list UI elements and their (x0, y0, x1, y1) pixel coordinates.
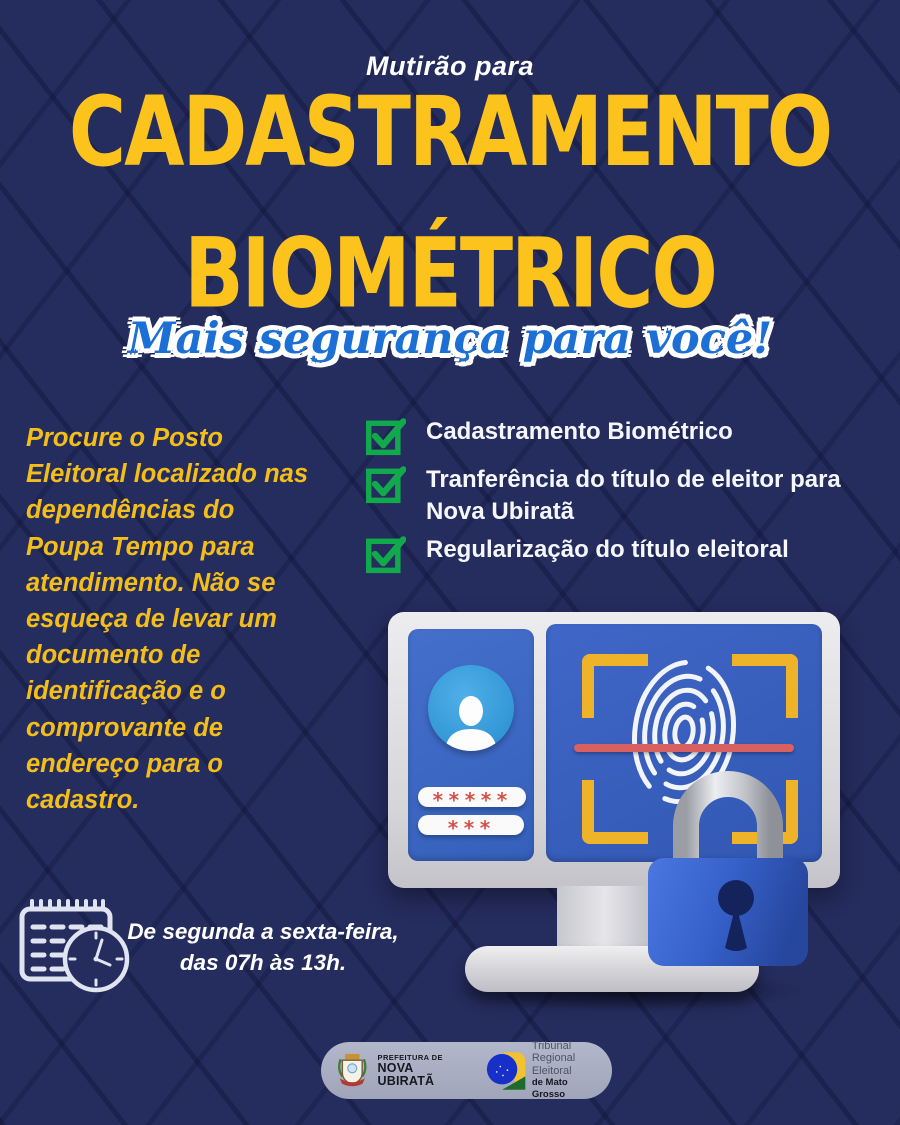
scan-corner-icon (582, 654, 648, 718)
biometric-illustration (388, 610, 858, 1015)
checklist-label: Regularização do título eleitoral (426, 536, 789, 563)
checkbox-checked-icon (366, 534, 406, 574)
prefeitura-crest-icon (337, 1050, 368, 1092)
tre-line-2: Regional (531, 1052, 576, 1065)
footer-logo-banner (321, 1039, 612, 1101)
kicker-text: Mutirão para (365, 51, 535, 81)
poster-title (0, 62, 900, 345)
user-avatar-icon (428, 665, 514, 751)
tagline-text: Mais segurança para você! (127, 314, 773, 364)
scan-corner-icon (732, 654, 798, 718)
password-field: ***** (418, 787, 526, 807)
checklist-item (366, 534, 789, 574)
info-paragraph: Procure o Posto Eleitoral localizado nas dependências do Poupa Tempo para atendimento. Não se esqueça de levar um documento de identificação e o comprovante de endereço para o cadastro. (26, 424, 309, 815)
prefeitura-line-1: PREFEITURA DE (377, 1053, 443, 1062)
title-line-2: BIOMÉTRICO (184, 218, 716, 330)
checklist-item (366, 416, 733, 456)
checklist-item (366, 464, 886, 528)
person-icon (440, 693, 502, 751)
title-line-1: CADASTRAMENTO (68, 76, 832, 189)
tre-text (532, 1040, 596, 1102)
login-panel (408, 629, 534, 861)
checklist-label: Cadastramento Biométrico (426, 418, 733, 445)
tre-logo-group (486, 1040, 596, 1102)
checklist-label: Tranferência do título de eleitor para Nova Ubiratã (426, 466, 841, 525)
tre-logo-icon (486, 1048, 527, 1094)
checkbox-checked-icon (366, 416, 406, 456)
schedule-line-1: De segunda a sexta-feira, (127, 919, 399, 944)
prefeitura-line-2: NOVA UBIRATÃ (377, 1061, 435, 1088)
schedule-text (118, 916, 408, 978)
tre-line-1: Tribunal (531, 1039, 572, 1052)
schedule-line-2: das 07h às 13h. (179, 950, 347, 975)
checkbox-checked-icon (366, 464, 406, 504)
tre-line-4: de Mato Grosso (531, 1077, 568, 1101)
tre-line-3: Eleitoral (531, 1064, 572, 1077)
calendar-clock-icon (16, 894, 132, 996)
password-field: *** (418, 815, 524, 835)
prefeitura-text (378, 1053, 464, 1088)
padlock-icon (638, 738, 818, 973)
